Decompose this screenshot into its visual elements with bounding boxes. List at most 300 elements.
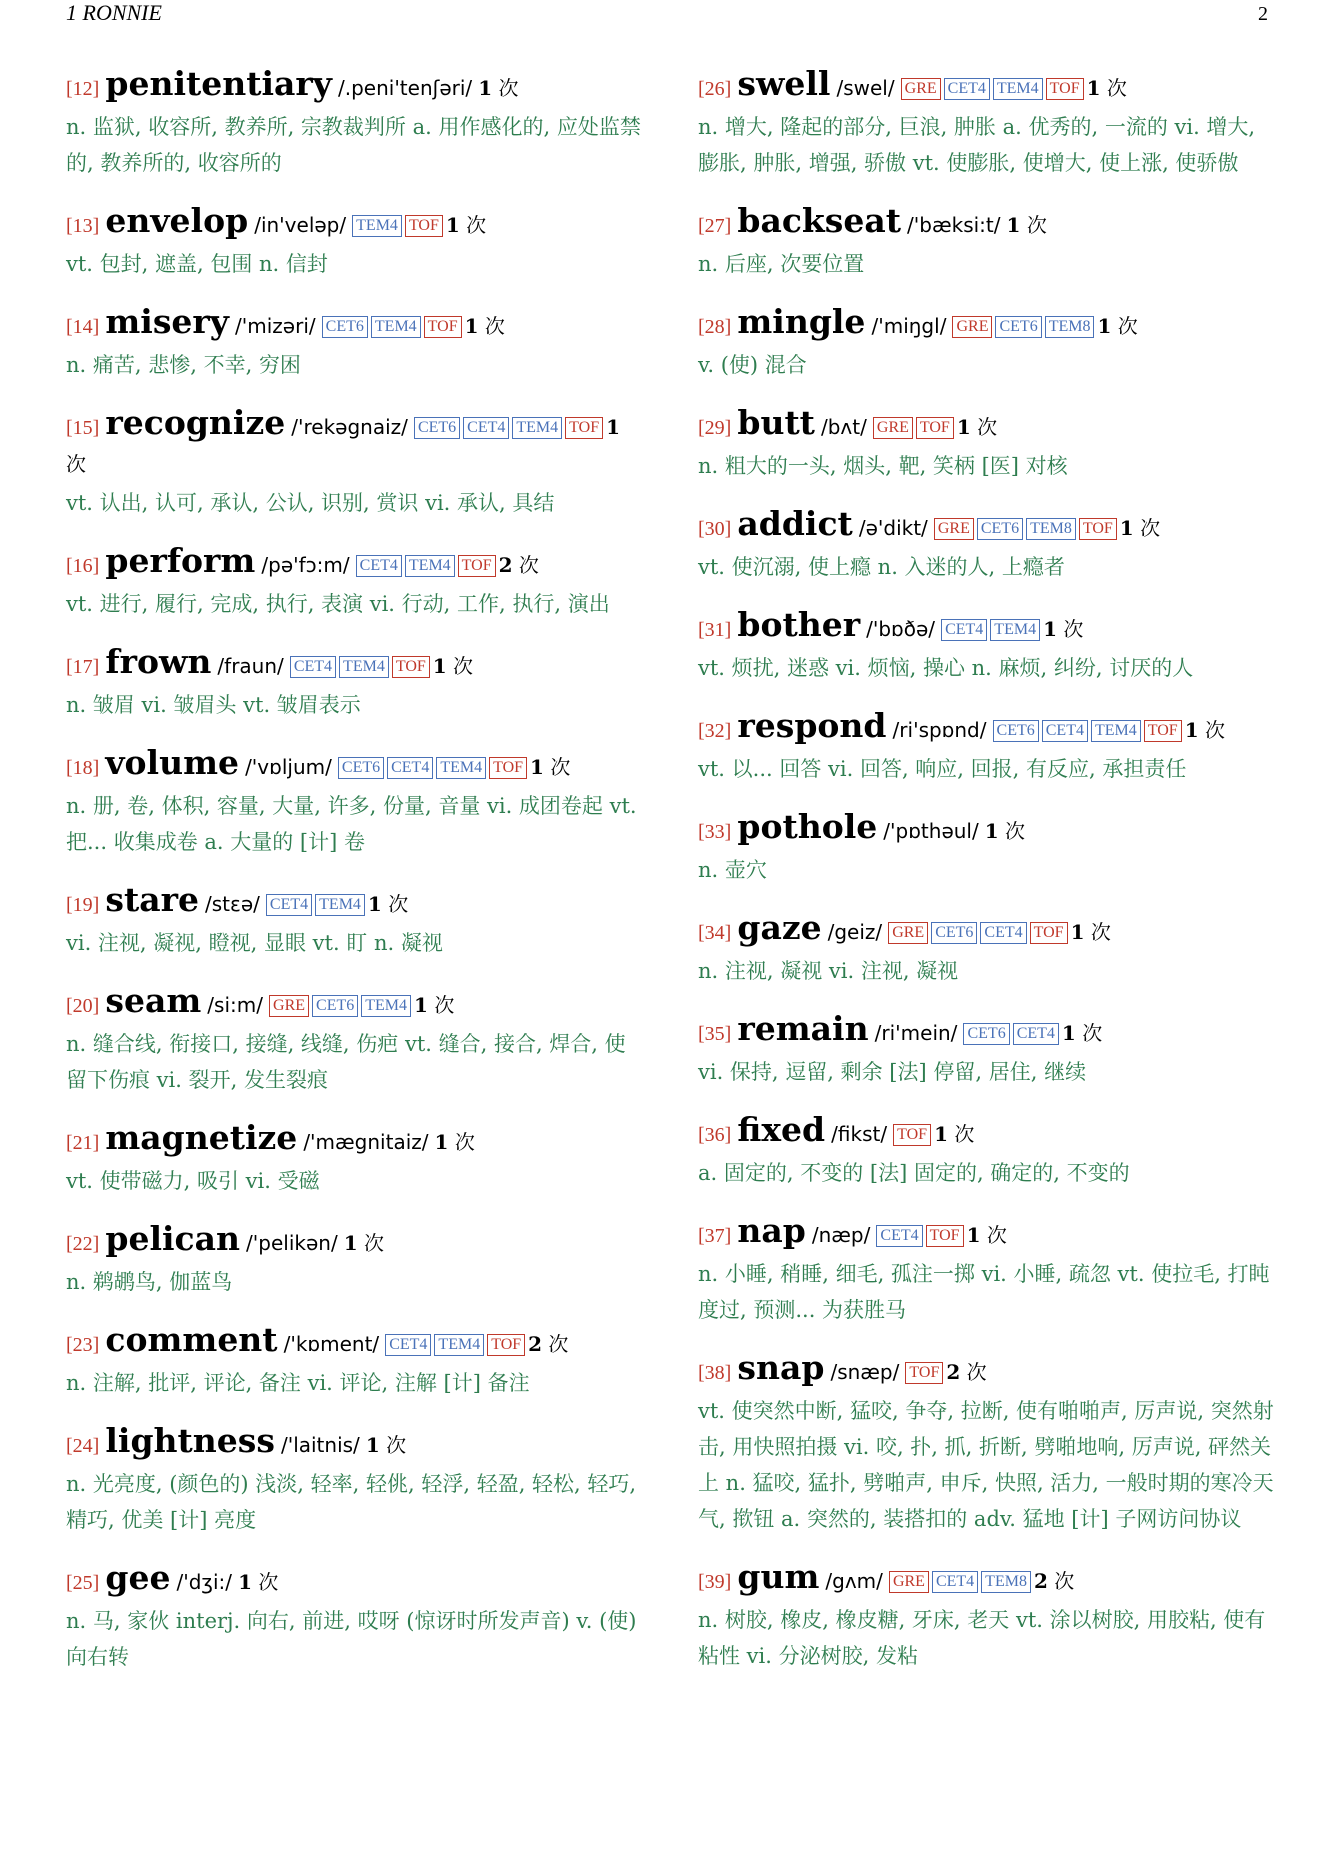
tag-tem4: TEM4	[990, 619, 1040, 641]
entry-index: [36]	[698, 1124, 732, 1146]
entry-heading	[698, 405, 1276, 446]
occurrence-count	[368, 892, 408, 916]
count-unit: 次	[986, 1223, 1007, 1247]
entry-heading	[698, 66, 1276, 107]
exam-tags	[993, 720, 1185, 742]
entry-index: [38]	[698, 1362, 732, 1384]
tag-gre: GRE	[901, 78, 941, 100]
headword: perform	[105, 541, 256, 580]
count-number: 1	[966, 1223, 981, 1247]
entry-heading	[698, 910, 1276, 951]
definition: vt. 使突然中断, 猛咬, 争夺, 拉断, 使有啪啪声, 厉声说, 突然射击, 用快照拍摄 vi. 咬, 扑, 抓, 折断, 劈啪地响, 厉声说, 砰然关上 n. 猛咬, 猛扑, 劈啪声, 申斥, 快照, 活力, 一般时期的寒冷天气, 揿钮 a. 突然的, 装搭扣的 adv. 猛地 [计] 子网访问协议	[698, 1399, 1274, 1531]
entry-heading	[66, 745, 644, 786]
count-number: 1	[1184, 718, 1199, 742]
count-unit: 次	[1204, 718, 1225, 742]
tag-cet4: CET4	[387, 757, 433, 779]
tag-cet4: CET4	[941, 619, 987, 641]
phonetic: /bʌt/	[820, 415, 867, 439]
tag-tem4: TEM4	[436, 757, 486, 779]
exam-tags	[356, 555, 499, 577]
occurrence-count	[1185, 718, 1225, 742]
occurrence-count	[1007, 213, 1047, 237]
occurrence-count	[1097, 314, 1137, 338]
phonetic: /snæp/	[830, 1360, 900, 1384]
headword: pelican	[105, 1219, 240, 1258]
entry-heading	[66, 1120, 644, 1161]
count-number: 1	[1070, 920, 1085, 944]
phonetic: /'rekəgnaiz/	[291, 415, 408, 439]
tag-tof: TOF	[1079, 518, 1117, 540]
definition: n. 痛苦, 悲惨, 不幸, 穷困	[66, 353, 301, 377]
entry-index: [27]	[698, 215, 732, 237]
count-unit: 次	[484, 314, 505, 338]
count-unit: 次	[66, 452, 86, 476]
count-unit: 次	[388, 892, 409, 916]
exam-tags	[952, 316, 1097, 338]
definition: vi. 保持, 逗留, 剩余 [法] 停留, 居住, 继续	[698, 1060, 1087, 1084]
exam-tags	[290, 656, 433, 678]
headword: gum	[737, 1557, 820, 1596]
tag-tof: TOF	[893, 1124, 931, 1146]
entry-gum	[698, 1559, 1276, 1674]
phonetic: /'laitnis/	[280, 1433, 360, 1457]
headword: envelop	[105, 201, 249, 240]
exam-tags	[322, 316, 465, 338]
entry-respond	[698, 708, 1276, 787]
header-title: 1 RONNIE	[66, 0, 162, 25]
count-unit: 次	[1005, 819, 1026, 843]
headword: butt	[737, 403, 815, 442]
exam-tags	[269, 995, 414, 1017]
count-number: 1	[1119, 516, 1134, 540]
entry-addict	[698, 506, 1276, 585]
entry-index: [33]	[698, 821, 732, 843]
entry-index: [23]	[66, 1334, 100, 1356]
definition: vt. 烦扰, 迷惑 vi. 烦恼, 操心 n. 麻烦, 纠纷, 讨厌的人	[698, 656, 1194, 680]
exam-tags	[385, 1334, 528, 1356]
count-number: 1	[606, 415, 621, 439]
count-number: 1	[1097, 314, 1112, 338]
tag-tof: TOF	[905, 1362, 943, 1384]
exam-tags	[901, 78, 1087, 100]
headword: respond	[737, 706, 887, 745]
entry-gaze	[698, 910, 1276, 989]
tag-tem4: TEM4	[993, 78, 1043, 100]
headword: stare	[105, 880, 199, 919]
phonetic: /ə'dikt/	[858, 516, 928, 540]
tag-tem8: TEM8	[981, 1571, 1031, 1593]
count-number: 1	[343, 1231, 358, 1255]
tag-tem4: TEM4	[434, 1334, 484, 1356]
headword: comment	[105, 1320, 278, 1359]
count-number: 2	[498, 553, 513, 577]
tag-tof: TOF	[487, 1334, 525, 1356]
occurrence-count	[465, 314, 505, 338]
count-number: 1	[984, 819, 999, 843]
headword: mingle	[737, 302, 866, 341]
count-unit: 次	[550, 755, 571, 779]
entry-backseat	[698, 203, 1276, 282]
entry-heading	[698, 1112, 1276, 1153]
entry-seam	[66, 983, 644, 1098]
count-number: 2	[946, 1360, 961, 1384]
entry-index: [31]	[698, 619, 732, 641]
headword: magnetize	[105, 1118, 298, 1157]
entry-heading	[66, 304, 644, 345]
phonetic: /'pɒthəul/	[883, 819, 979, 843]
entry-index: [24]	[66, 1435, 100, 1457]
tag-tem4: TEM4	[339, 656, 389, 678]
tag-cet4: CET4	[980, 922, 1026, 944]
definition: n. 树胶, 橡皮, 橡皮糖, 牙床, 老天 vt. 涂以树胶, 用胶粘, 使有粘性 vi. 分泌树胶, 发粘	[698, 1608, 1266, 1668]
count-unit: 次	[454, 1130, 475, 1154]
occurrence-count	[967, 1223, 1007, 1247]
tag-cet6: CET6	[312, 995, 358, 1017]
count-number: 2	[1033, 1569, 1048, 1593]
phonetic: /'mizəri/	[235, 314, 316, 338]
definition: vt. 认出, 认可, 承认, 公认, 识别, 赏识 vi. 承认, 具结	[66, 491, 555, 515]
definition: n. 粗大的一头, 烟头, 靶, 笑柄 [医] 对核	[698, 454, 1068, 478]
tag-cet4: CET4	[1013, 1023, 1059, 1045]
tag-cet6: CET6	[993, 720, 1039, 742]
entry-index: [20]	[66, 995, 100, 1017]
entry-index: [32]	[698, 720, 732, 742]
occurrence-count	[1062, 1021, 1102, 1045]
definition: vt. 使沉溺, 使上瘾 n. 入迷的人, 上瘾者	[698, 555, 1065, 579]
tag-tof: TOF	[392, 656, 430, 678]
tag-gre: GRE	[952, 316, 992, 338]
phonetic: /'vɒljum/	[245, 755, 332, 779]
phonetic: /swel/	[836, 76, 895, 100]
definition: n. 后座, 次要位置	[698, 252, 865, 276]
entry-heading	[66, 405, 644, 483]
entry-perform	[66, 543, 644, 622]
entry-index: [21]	[66, 1132, 100, 1154]
left-column	[66, 66, 644, 1697]
count-number: 1	[414, 993, 428, 1017]
count-unit: 次	[364, 1231, 385, 1255]
entry-index: [30]	[698, 518, 732, 540]
count-number: 1	[1086, 76, 1101, 100]
entry-gee	[66, 1560, 644, 1675]
tag-cet4: CET4	[266, 894, 312, 916]
count-unit: 次	[498, 76, 519, 100]
occurrence-count	[1087, 76, 1127, 100]
entry-heading	[698, 1559, 1276, 1600]
entry-comment	[66, 1322, 644, 1401]
entry-heading	[698, 708, 1276, 749]
entry-heading	[698, 1011, 1276, 1052]
entry-remain	[698, 1011, 1276, 1090]
tag-tem8: TEM8	[1045, 316, 1095, 338]
tag-gre: GRE	[934, 518, 974, 540]
headword: seam	[105, 981, 202, 1020]
count-unit: 次	[1117, 314, 1138, 338]
headword: recognize	[105, 403, 286, 442]
exam-tags	[414, 417, 606, 439]
phonetic: /pə'fɔ:m/	[261, 553, 350, 577]
tag-gre: GRE	[888, 922, 928, 944]
occurrence-count	[957, 415, 997, 439]
count-number: 1	[434, 1130, 449, 1154]
entry-heading	[66, 66, 644, 107]
phonetic: /'bæksi:t/	[907, 213, 1001, 237]
tag-tem4: TEM4	[315, 894, 365, 916]
entry-penitentiary	[66, 66, 644, 181]
entry-magnetize	[66, 1120, 644, 1199]
count-unit: 次	[1106, 76, 1127, 100]
entry-fixed	[698, 1112, 1276, 1191]
headword: penitentiary	[105, 64, 332, 103]
count-unit: 次	[1026, 213, 1047, 237]
tag-cet4: CET4	[385, 1334, 431, 1356]
entry-heading	[698, 506, 1276, 547]
tag-cet6: CET6	[338, 757, 384, 779]
entry-index: [28]	[698, 316, 732, 338]
occurrence-count	[1043, 617, 1083, 641]
tag-tof: TOF	[926, 1225, 964, 1247]
occurrence-count	[344, 1231, 384, 1255]
entry-index: [35]	[698, 1023, 732, 1045]
tag-cet4: CET4	[290, 656, 336, 678]
definition: n. 注视, 凝视 vi. 注视, 凝视	[698, 959, 959, 983]
exam-tags	[889, 1571, 1034, 1593]
count-number: 1	[956, 415, 971, 439]
headword: volume	[105, 743, 240, 782]
tag-tof: TOF	[489, 757, 527, 779]
entry-recognize	[66, 405, 644, 521]
entry-stare	[66, 882, 644, 961]
phonetic: /geiz/	[827, 920, 883, 944]
count-number: 1	[464, 314, 479, 338]
headword: frown	[105, 642, 212, 681]
page-header	[0, 0, 1322, 40]
definition: n. 缝合线, 衔接口, 接缝, 线缝, 伤疤 vt. 缝合, 接合, 焊合, 使留下伤痕 vi. 裂开, 发生裂痕	[66, 1032, 626, 1092]
tag-tem4: TEM4	[512, 417, 562, 439]
headword: gaze	[737, 908, 822, 947]
count-number: 1	[1006, 213, 1021, 237]
tag-gre: GRE	[873, 417, 913, 439]
phonetic: /ri'spɒnd/	[892, 718, 987, 742]
tag-tem4: TEM4	[352, 215, 402, 237]
occurrence-count	[446, 213, 486, 237]
entry-pelican	[66, 1221, 644, 1300]
entry-bother	[698, 607, 1276, 686]
entry-butt	[698, 405, 1276, 484]
entry-volume	[66, 745, 644, 860]
tag-tem4: TEM4	[1091, 720, 1141, 742]
occurrence-count	[1071, 920, 1111, 944]
tag-tof: TOF	[424, 316, 462, 338]
entry-heading	[66, 1221, 644, 1262]
phonetic: /'mægnitaiz/	[303, 1130, 429, 1154]
count-unit: 次	[1082, 1021, 1103, 1045]
phonetic: /.peni'tenʃəri/	[337, 76, 473, 100]
entry-index: [39]	[698, 1571, 732, 1593]
occurrence-count	[499, 553, 539, 577]
definition: n. 增大, 隆起的部分, 巨浪, 肿胀 a. 优秀的, 一流的 vi. 增大, 膨胀, 肿胀, 增强, 骄傲 vt. 使膨胀, 使增大, 使上涨, 使骄傲	[698, 115, 1256, 175]
occurrence-count	[1120, 516, 1160, 540]
headword: addict	[737, 504, 853, 543]
exam-tags	[873, 417, 957, 439]
tag-tof: TOF	[1046, 78, 1084, 100]
entry-index: [19]	[66, 894, 100, 916]
phonetic: /ri'mein/	[874, 1021, 958, 1045]
entry-lightness	[66, 1423, 644, 1538]
occurrence-count	[946, 1360, 986, 1384]
phonetic: /næp/	[811, 1223, 871, 1247]
occurrence-count	[985, 819, 1025, 843]
entry-index: [17]	[66, 656, 100, 678]
tag-tem4: TEM4	[361, 995, 411, 1017]
entry-mingle	[698, 304, 1276, 383]
definition: n. 马, 家伙 interj. 向右, 前进, 哎呀 (惊讶时所发声音) v. (使) 向右转	[66, 1609, 637, 1669]
occurrence-count	[238, 1570, 278, 1594]
tag-gre: GRE	[269, 995, 309, 1017]
entry-index: [29]	[698, 417, 732, 439]
entry-heading	[66, 983, 644, 1024]
entry-snap	[698, 1350, 1276, 1537]
tag-cet6: CET6	[322, 316, 368, 338]
count-number: 1	[530, 755, 544, 779]
count-unit: 次	[1140, 516, 1161, 540]
entry-index: [22]	[66, 1233, 100, 1255]
exam-tags	[893, 1124, 934, 1146]
phonetic: /in'veləp/	[254, 213, 347, 237]
headword: remain	[737, 1009, 869, 1048]
count-number: 1	[1061, 1021, 1076, 1045]
count-unit: 次	[434, 993, 455, 1017]
entry-index: [13]	[66, 215, 100, 237]
phonetic: /si:m/	[207, 993, 263, 1017]
headword: misery	[105, 302, 229, 341]
count-unit: 次	[977, 415, 998, 439]
count-unit: 次	[466, 213, 487, 237]
definition: n. 监狱, 收容所, 教养所, 宗教裁判所 a. 用作感化的, 应处监禁的, 教养所的, 收容所的	[66, 115, 641, 175]
phonetic: /gʌm/	[825, 1569, 883, 1593]
tag-cet4: CET4	[932, 1571, 978, 1593]
tag-cet4: CET4	[944, 78, 990, 100]
tag-cet4: CET4	[876, 1225, 922, 1247]
count-unit: 次	[453, 654, 474, 678]
occurrence-count	[366, 1433, 406, 1457]
entry-heading	[698, 1213, 1276, 1254]
count-number: 1	[478, 76, 493, 100]
tag-cet4: CET4	[463, 417, 509, 439]
headword: fixed	[737, 1110, 826, 1149]
exam-tags	[352, 215, 446, 237]
entry-index: [16]	[66, 555, 100, 577]
right-column	[698, 66, 1276, 1696]
count-number: 1	[445, 213, 460, 237]
occurrence-count	[528, 1332, 568, 1356]
phonetic: /'miŋgl/	[871, 314, 947, 338]
entry-heading	[66, 1423, 644, 1464]
tag-tem8: TEM8	[1026, 518, 1076, 540]
occurrence-count	[934, 1122, 974, 1146]
definition: n. 壶穴	[698, 858, 767, 882]
headword: pothole	[737, 807, 878, 846]
entry-index: [15]	[66, 417, 100, 439]
definition: n. 册, 卷, 体积, 容量, 大量, 许多, 份量, 音量 vi. 成团卷起 vt. 把... 收集成卷 a. 大量的 [计] 卷	[66, 794, 637, 854]
entry-heading	[66, 543, 644, 584]
count-unit: 次	[1063, 617, 1084, 641]
entry-index: [12]	[66, 78, 100, 100]
count-number: 1	[367, 892, 382, 916]
entry-heading	[698, 809, 1276, 850]
page-number: 2	[1258, 3, 1268, 25]
count-unit: 次	[386, 1433, 407, 1457]
entry-heading	[66, 203, 644, 244]
headword: lightness	[105, 1421, 275, 1460]
entry-frown	[66, 644, 644, 723]
exam-tags	[905, 1362, 946, 1384]
definition: vi. 注视, 凝视, 瞪视, 显眼 vt. 盯 n. 凝视	[66, 931, 443, 955]
phonetic: /'kɒment/	[283, 1332, 380, 1356]
headword: bother	[737, 605, 861, 644]
definition: vt. 包封, 遮盖, 包围 n. 信封	[66, 252, 328, 276]
tag-cet4: CET4	[1042, 720, 1088, 742]
exam-tags	[934, 518, 1120, 540]
count-number: 1	[934, 1122, 948, 1146]
exam-tags	[941, 619, 1043, 641]
phonetic: /stεə/	[205, 892, 260, 916]
definition: a. 固定的, 不变的 [法] 固定的, 确定的, 不变的	[698, 1161, 1130, 1185]
definition: vt. 使带磁力, 吸引 vi. 受磁	[66, 1169, 320, 1193]
entry-heading	[698, 304, 1276, 345]
count-number: 2	[528, 1332, 543, 1356]
exam-tags	[266, 894, 368, 916]
tag-tof: TOF	[1144, 720, 1182, 742]
definition: v. (使) 混合	[698, 353, 807, 377]
phonetic: /fraun/	[217, 654, 284, 678]
definition: n. 小睡, 稍睡, 细毛, 孤注一掷 vi. 小睡, 疏忽 vt. 使拉毛, 打盹度过, 预测... 为获胜马	[698, 1262, 1270, 1322]
phonetic: /'bɒðə/	[866, 617, 936, 641]
count-unit: 次	[518, 553, 539, 577]
entry-envelop	[66, 203, 644, 282]
tag-tem4: TEM4	[371, 316, 421, 338]
count-unit: 次	[966, 1360, 987, 1384]
count-unit: 次	[1054, 1569, 1075, 1593]
entry-heading	[66, 644, 644, 685]
entry-index: [26]	[698, 78, 732, 100]
definition: n. 注解, 批评, 评论, 备注 vi. 评论, 注解 [计] 备注	[66, 1371, 530, 1395]
entry-heading	[66, 882, 644, 923]
phonetic: /'dʒi:/	[176, 1570, 233, 1594]
entry-heading	[66, 1560, 644, 1601]
count-unit: 次	[954, 1122, 975, 1146]
headword: swell	[737, 64, 831, 103]
tag-cet6: CET6	[931, 922, 977, 944]
entry-misery	[66, 304, 644, 383]
occurrence-count	[530, 755, 570, 779]
occurrence-count	[435, 1130, 475, 1154]
phonetic: /fikst/	[831, 1122, 888, 1146]
entry-nap	[698, 1213, 1276, 1328]
entry-heading	[698, 607, 1276, 648]
entry-index: [37]	[698, 1225, 732, 1247]
phonetic: /'pelikən/	[246, 1231, 338, 1255]
count-unit: 次	[548, 1332, 569, 1356]
tag-cet6: CET6	[414, 417, 460, 439]
entry-index: [18]	[66, 757, 100, 779]
exam-tags	[963, 1023, 1061, 1045]
headword: nap	[737, 1211, 806, 1250]
count-number: 1	[365, 1433, 380, 1457]
tag-cet4: CET4	[356, 555, 402, 577]
count-number: 1	[238, 1570, 252, 1594]
entry-swell	[698, 66, 1276, 181]
